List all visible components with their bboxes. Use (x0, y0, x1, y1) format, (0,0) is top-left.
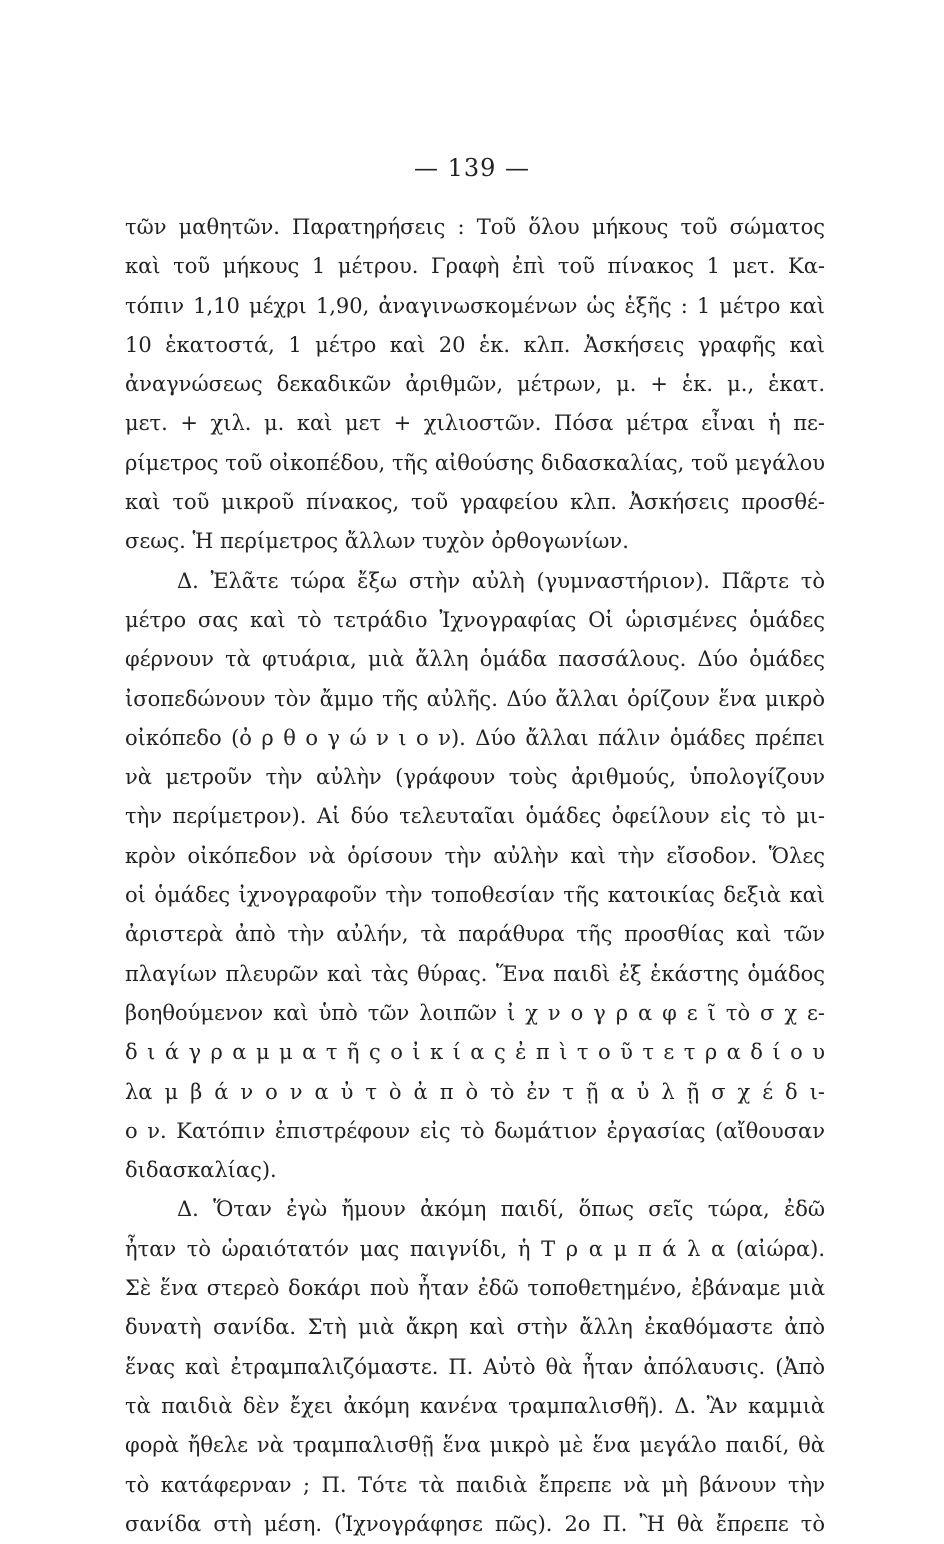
text-line: οἱ ὁμάδες ἰχνογραφοῦν τὴν τοποθεσίαν τῆς κατοικίας δεξιὰ καὶ (125, 883, 825, 908)
text-line: μέτρο σας καὶ τὸ τετράδιο Ἰχνογραφίας Οἱ ὡρισμένες ὁμάδες (125, 607, 825, 632)
text-line: ἕνας καὶ ἐτραμπαλιζόμαστε. Π. Αὐτὸ θὰ ἦταν ἀπόλαυσις. (Ἀπὸ (125, 1354, 825, 1379)
text-line: 10 ἑκατοστά, 1 μέτρο καὶ 20 ἑκ. κλπ. Ἀσκήσεις γραφῆς καὶ (125, 332, 825, 357)
text-line: ἀριστερὰ ἀπὸ τὴν αὐλήν, τὰ παράθυρα τῆς προσθίας καὶ τῶν (125, 922, 825, 947)
text-line: τὴν περίμετρον). Αἱ δύο τελευταῖαι ὁμάδες ὀφείλουν εἰς τὸ μι- (125, 804, 825, 829)
text-line: φέρνουν τὰ φτυάρια, μιὰ ἄλλη ὁμάδα πασσάλους. Δύο ὁμάδες (125, 647, 825, 672)
page-number: — 139 — (413, 154, 531, 182)
text-line: πλαγίων πλευρῶν καὶ τὰς θύρας. Ἕνα παιδὶ ἐξ ἑκάστης ὁμάδος (125, 961, 825, 986)
text-line: τόπιν 1,10 μέχρι 1,90, ἀναγινωσκομένων ὡς ἑξῆς : 1 μέτρο καὶ (125, 293, 825, 318)
text-line: καὶ τοῦ μικροῦ πίνακος, τοῦ γραφείου κλπ. Ἀσκήσεις προσθέ- (125, 490, 825, 515)
text-line: κρὸν οἰκόπεδον νὰ ὁρίσουν τὴν αὐλὴν καὶ τὴν εἴσοδον. Ὅλες (125, 843, 825, 868)
text-line: δ ι ά γ ρ α μ μ α τ ῆ ς ο ἰ κ ί α ς ἐ π ὶ τ ο ῦ τ ε τ ρ α δ ί ο υ (125, 1040, 825, 1065)
text-line: σεως. Ἡ περίμετρος ἄλλων τυχὸν ὀρθογωνίων. (125, 529, 629, 554)
text-line: Σὲ ἕνα στερεὸ δοκάρι ποὺ ἦταν ἐδῶ τοποθετημένο, ἐβάναμε μιὰ (125, 1276, 825, 1301)
body-text (125, 208, 825, 1544)
text-line: βοηθούμενον καὶ ὑπὸ τῶν λοιπῶν ἰ χ ν ο γ ρ α φ ε ῖ τὸ σ χ ε- (125, 1000, 825, 1025)
text-line: ρίμετρος τοῦ οἰκοπέδου, τῆς αἰθούσης διδασκαλίας, τοῦ μεγάλου (125, 450, 825, 475)
text-line: μετ. + χιλ. μ. καὶ μετ + χιλιοστῶν. Πόσα μέτρα εἶναι ἡ πε- (125, 411, 825, 436)
text-line: ο ν. Κατόπιν ἐπιστρέφουν εἰς τὸ δωμάτιον ἐργασίας (αἴθουσαν (125, 1118, 825, 1143)
text-line: ἦταν τὸ ὡραιότατόν μας παιγνίδι, ἡ Τ ρ α μ π ά λ α (αἰώρα). (125, 1236, 825, 1261)
text-line: Δ. Ὅταν ἐγὼ ἤμουν ἀκόμη παιδί, ὅπως σεῖς τώρα, ἐδῶ (177, 1197, 825, 1222)
text-line: νὰ μετροῦν τὴν αὐλὴν (γράφουν τοὺς ἀριθμούς, ὑπολογίζουν (125, 765, 825, 790)
text-line: φορὰ ἤθελε νὰ τραμπαλισθῇ ἕνα μικρὸ μὲ ἕνα μεγάλο παιδί, θὰ (125, 1433, 825, 1458)
text-line: σανίδα στὴ μέση. (Ἰχνογράφησε πῶς). 2ο Π. Ἢ θὰ ἔπρεπε τὸ (125, 1511, 825, 1536)
text-line: διδασκαλίας). (125, 1158, 277, 1183)
text-line: δυνατὴ σανίδα. Στὴ μιὰ ἄκρη καὶ στὴν ἄλλη ἐκαθόμαστε ἀπὸ (125, 1315, 825, 1340)
text-line: λα μ β ά ν ο ν α ὐ τ ὸ ἀ π ὸ τὸ ἐν τ ῇ α ὐ λ ῇ σ χ έ δ ι- (125, 1079, 825, 1104)
text-line: ἀναγνώσεως δεκαδικῶν ἀριθμῶν, μέτρων, μ. + ἑκ. μ., ἑκατ. (125, 372, 825, 397)
text-line: καὶ τοῦ μήκους 1 μέτρου. Γραφὴ ἐπὶ τοῦ πίνακος 1 μετ. Κα- (125, 254, 825, 279)
text-line: τῶν μαθητῶν. Παρατηρήσεις : Τοῦ ὅλου μήκους τοῦ σώματος (125, 215, 825, 239)
text-line: Δ. Ἐλᾶτε τώρα ἔξω στὴν αὐλὴ (γυμναστήριον). Πᾶρτε τὸ (177, 568, 825, 593)
text-line: οἰκόπεδο (ὀ ρ θ ο γ ώ ν ι ο ν). Δύο ἄλλαι πάλιν ὁμάδες πρέπει (125, 725, 825, 750)
text-line: τὰ παιδιὰ δὲν ἔχει ἀκόμη κανένα τραμπαλισθῆ). Δ. Ἂν καμμιὰ (125, 1393, 825, 1418)
text-line: ἰσοπεδώνουν τὸν ἄμμο τῆς αὐλῆς. Δύο ἄλλαι ὁρίζουν ἕνα μικρὸ (125, 686, 825, 711)
text-line: τὸ κατάφερναν ; Π. Τότε τὰ παιδιὰ ἔπρεπε νὰ μὴ βάνουν τὴν (125, 1472, 825, 1497)
